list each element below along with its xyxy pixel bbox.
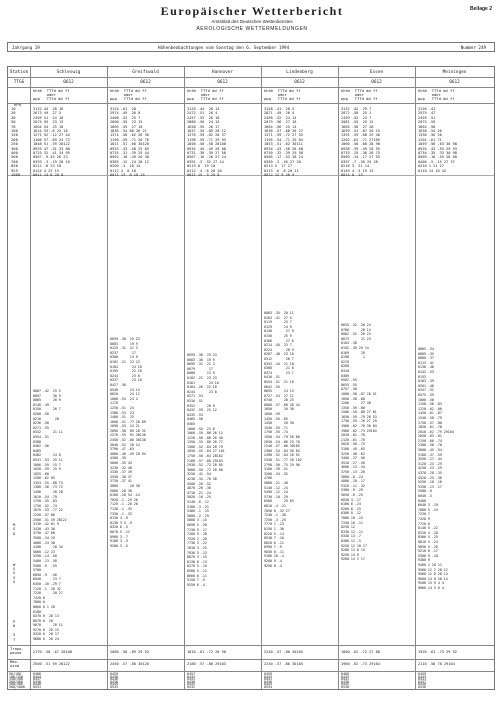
thickness-block-6: 0459 0443 0441 0437 0450 0536 [418, 672, 426, 689]
station-name-6: Meiningen [442, 70, 467, 75]
standard-block-6: 3126 -41 2979 -47 2459 -51 2075 -55 1664 -58 1638 -54 26 1338 -56 26 1201 -61 71 1059 -56 -63 30 98 0935 -43 -55 29 93 0734 -35 -33 30 98 0569 -16 -55 28 68 0400 -5 -15 27 37 0210 1 21 27 0110 14 10 42 [418, 107, 457, 173]
station-time-4: 0612 [294, 80, 305, 85]
tropopause-label: Tropo- pause [10, 646, 24, 656]
column-caption-1: hhhh TTTd dd ff oder ppp TTTd dd ff [33, 88, 70, 102]
station-name-2: Greifswald [132, 70, 159, 75]
column-caption-4: hhhh TTTd dd ff oder ppp TTTd dd ff [264, 88, 301, 102]
station-time-1: 0612 [63, 80, 74, 85]
standard-block-4: 3128 -41 28 5 2871 -49 26 4 2458 -52 24 14 2079 -56 27 18 1664 -56 25 14 1636 -57 -68 26 27 1371 -59 -72 27 55 1195 -54 -71 29 84 1053 -51 -62 30111 0934 -43 -50 28 68 0730 -32 -39 29 58 0566 -17 -53 28 24 0389 -3 -26 27 20 0213 2 17 17 0113 -6 -8 20 11 0012 12 9 26 9 [264, 107, 303, 178]
issue-number: Nummer 249 [460, 44, 486, 50]
significant-block-5: 0655 -52 26 24 0766 28 14 0082 -52 26 23 0073 21 23 0104 -30 0152 -49 29 14 0169 29 0198 1 0219 0268 0318 0389 0502 -55 0655 -55 0757 -58 1000 -58 -87 28 51 1050 -58 -68 1200 27 48 1350 -59 -86 1500 -59 -80 27 61 1650 -59 -79 28 53 1750 -59 -76 27 29 1900 -62 -76 30 84 1960 -62 -73 29104 2010 -61 -70 2120 -61 -70 3020 -50 -75 3180 -49 -65 3250 -48 -62 3400 -37 -56 3510 -27 -50 3600 -13 -34 3750 -13 -26 3800 -8 -24 4000 -10 -17 5320 -11 -32 5380 -9 -29 5650 -6 -25 6030 3 -17 6100 6 -24 6200 6 -15 6300 8 -12 7000 10 -15 7330 10 -11 8250 12 8330 12 -11 8340 13 -7 8380 12 -5 9250 12 10 17 9280 13 8 15 9250 14 9 9260 14 2 17 [341, 323, 377, 562]
report-header [0, 0, 504, 40]
significant-block-4: 0083 -35 20 11 0103 -41 27 5 0119 25 7 0129 24 9 0148 27 9 0156 25 9 0166 27 6 0214 -45 23 7 0224 28 9 0287 -48 23 10 0312 26 7 0353 -44 21 10 0368 21 6 0374 23 7 0416 -51 0554 -51 21 10 0642 -55 0693 24 15 0727 -54 27 11 0740 28 25 0800 -57 -88 28 44 1050 26 30 1050 -59 1420 -55 -85 1450 26 30 1540 -55 -71 1750 -55 -74 1950 -54 -79 26 60 2030 -54 -86 25 78 2240 -57 -86 30105 2380 -54 -84 30 84 2490 -52 -84 28 92 2530 -51 -77 28 102 2790 -50 -75 29 96 3100 -39 -51 3200 -34 -52 4700 5080 -21 -30 5140 -12 -24 5490 -12 -24 5730 -10 -29 6500 29 63 6810 -4 -21 7050 0 -32 27 7240 -1 -30 7250 -3 -25 7770 1 -23 8150 1 -30 8220 5 -14 8540 7 -10 8820 6 -11 8990 7 -9 9030 8 -11 9180 10 -4 9200 9 -4 9250 8 -4 [264, 311, 302, 568]
station-name-3: Hannover [211, 70, 234, 75]
station-time-5: 0612 [371, 80, 382, 85]
column-caption-6: hhhh TTTd dd ff oder ppp TTTd dd ff [418, 88, 455, 102]
station-label: Station [9, 70, 29, 75]
significant-block-2: 0059 -30 25 23 0083 19 9 0125 -31 21 3 0237 17 0300 13 9 0102 -21 23 23 0184 24 10 0195 22 18 0244 23 8 0337 23 10 0427 -56 0548 24 14 0620 24 12 1000 -54 24 4 1170 1250 -51 24 1380 -53 23 1400 -51 25 1600 -51 -77 28 89 1690 -53 24 21 2090 -58 89 28 32 2270 -55 91 30130 2450 -52 -80 30130 3040 -52 28 24 3790 -47 -63 4080 -40 -59 28 94 4300 -39 5000 -35 43 3230 -32 48 3330 -37 49 3550 -36 37 3730 -37 41 3880 20 38 5000 -28 36 6100 -28 54 -24 7020 -1 -29 26 7120 -1 -28 28 7130 -1 -35 7330 -1 -33 8130 4 -9 8130 3 5 -9 8320 6 -5 8670 5 -11 8960 3 -7 9180 3 -5 9200 3 -5 [110, 337, 146, 548]
significant-block-1: 0087 -42 25 5 0097 30 9 0065 28 9 0140 -49 0150 26 7 0200 -50 0216 28 0236 -50 0271 -55 0342 21 11 0354 -51 0388 0462 -56 0465 0482 24 8 0531 -53 25 11 1006 -59 15 7 1030 -59 25 9 1055 -60 1280 -62 85 1353 -55 -68 74 1388 -56 -73 72 1496 28 28 1610 -54 -79 1750 -55 -83 1750 -52 -74 1870 -53 -77 22 2250 -57 86 2500 -51 59 28122 3130 -42 61 9 3430 -43 30 3730 -47 60 3500 -34 29 4000 -24 30 4108 28 34 5060 -12 23 5390 -14 -50 5460 -13 -58 5580 -9 -55 5700 6050 -9 -56 6040 23 7 6450 -10 -29 7 7120 -1 28 32 7230 28 27 7420 0 7800 0 8060 0 1 28 8180 8370 0 28 13 8670 0 28 9070 28 11 9270 0 28 15 9320 0 28 17 9680 0 28 24 [33, 389, 67, 642]
station-time-6: 0612 [449, 80, 460, 85]
tropopause-1: 2170 -58 -67 28108 [33, 650, 72, 654]
significant-level-codes: M S D W S S S S P H S T [13, 522, 16, 642]
beilage-label: Beilage 2 [470, 6, 492, 12]
tropopause-4: 2240 -57 -80 30105 [264, 650, 303, 654]
hpa-label: hPa [14, 102, 21, 107]
maxwind-3: 2180 -57 -80 29103 [187, 662, 226, 666]
tropopause-2: 2080 -58 -89 29 92 [110, 650, 149, 654]
column-caption-2: hhhh TTTd dd ff oder ppp TTTd dd ff [110, 88, 147, 102]
station-name-1: Schleswig [56, 70, 81, 75]
station-name-5: Essen [369, 70, 384, 75]
layer-thickness-levels: 50/100 100/150 150/200 200/300 300/500 500/1000 [9, 672, 25, 689]
standard-block-2: 3124 -61 28 2974 -49 26 8 2408 -52 25 7 2000 -55 23 15 1665 -55 27 10 1836 -54 68 26 21 1374 -56 -62 26 36 1198 -59 -71 26 76 1021 -51 -60 30120 0933 -43 -58 25 85 0725 -31 -39 25 44 0562 -16 -49 26 30 0385 -12 -24 28 12 0209 -3 18 14 0112 4 8 10 0011 13 8 10 15 [110, 107, 149, 178]
thickness-block-5: 0460 0443 0441 0436 0445 0530 [341, 672, 349, 689]
aerological-table [7, 66, 495, 690]
tropopause-6: 1920 -63 -73 29 92 [418, 650, 457, 654]
maxwind-4: 2240 -57 -80 30105 [264, 662, 303, 666]
standard-block-5: 3132 -42 29 7 2872 -50 25 1 2459 -52 24 7 2081 -55 25 12 1665 -56 27 28 1639 -51 -87 26 15 1391 -59 -68 29 46 1202 -62 -71 27105 1060 -50 -60 28 90 0938 -39 -49 28 55 0733 -29 -36 28 75 0569 -14 -17 27 53 0397 -7 -36 25 28 0218 3 21 14 0149 4 -3 19 13 0014 0 13 [341, 107, 380, 178]
maxwind-label: Max. wind [10, 659, 20, 669]
significant-block-3: 0059 -30 25 23 0083 -30 19 9 0099 -31 21 3 0079 17 0080 13 9 0102 -21 23 23 0161 24 10 0184 -26 22 18 0244 23 8 0271 -53 0310 -51 0352 20 8 0432 -59 25 12 0435 -53 0465 -56 0465 1000 -55 23 6 1060 -59 -86 26 12 1220 -56 -88 26 48 1350 -55 -86 26 77 1500 -52 -84 28 79 1650 -55 -84 27 101 1750 -58 -84 28102 2180 -57 -80 29103 2930 -52 -73 28 85 3000 -50 -72 28 90 3250 -41 -54 4230 -34 -70 30 4500 -28 -52 4870 -26 -36 4710 -21 -24 5020 -16 -25 5140 -8 -12 5180 -3 -21 5400 -1 -15 5600 -2 -29 5680 3 -15 6090 5 -20 7130 9 -17 7200 9 -28 7520 2 -28 7730 3 -22 7810 3 -25 7930 5 -13 8070 3 -15 8130 6 -13 8270 5 -10 8580 5 -12 8660 6 -11 9150 7 -9 9250 6 -4 [187, 353, 225, 587]
maxwind-1: 2500 -51 59 28122 [33, 662, 70, 666]
tropopause-5: 1860 -62 -72 27 88 [341, 650, 380, 654]
section-title: AEROLOGISCHE WETTERMELDUNGEN [196, 26, 308, 32]
tropopause-3: 1810 -61 -72 28 90 [187, 650, 226, 654]
maxwind-5: 1960 -62 -73 29104 [341, 662, 380, 666]
maxwind-2: 2450 -57 -80 30120 [110, 662, 149, 666]
jahrgang: Jahrgang 19 [12, 44, 40, 50]
time-label: TTGG [13, 80, 25, 85]
station-time-2: 0612 [140, 80, 151, 85]
thickness-block-3: 0457 0443 0441 0436 0445 0532 [187, 672, 195, 689]
station-name-4: Lindenberg [286, 70, 313, 75]
standard-block-1: 3132 44 28 16 2673 49 27 5 2459 51 24 16 2075 55 23 13 1664 54 25 18 1614 53 -8 25 18 1271 52 -12 27 44 1106 57 -69 24 73 1048 51 -59 28122 0935 47 -51 33 88 0725 32 -41 34 95 0567 -9 45 26 23 0393 -3 -19 28 10 0212 -6 23 10 0124 4 22 15 0011 14 8 28 8 [33, 107, 70, 178]
maxwind-6: 2110 -58 78 29104 [418, 662, 455, 666]
report-subtitle: Amtsblatt des Deutschen Wetterdienstes [211, 19, 293, 24]
column-caption-3: hhhh TTTd dd ff oder ppp TTTd dd ff [187, 88, 224, 102]
column-caption-5: hhhh TTTd dd ff oder ppp TTTd dd ff [341, 88, 378, 102]
standard-block-3: 3129 -44 28 13 2472 -51 26 4 2457 -52 26 10 2080 -56 24 15 1658 -55 26 17 1637 -55 -89 28 12 1376 -59 -82 28 37 1198 -59 -71 29 93 1058 -50 -58 28100 0934 -45 -49 28 88 0731 -30 -39 27 58 0567 -16 -26 27 24 0391 -3 -32 27 14 0213 0 19 10 0112 -4 -8 28 10 0011 15 3 25 8 [187, 107, 226, 178]
thickness-block-1: 0486 0444 0437 0436 0448 0531 [33, 672, 41, 689]
significant-block-6: 0065 -34 0069 -35 0080 -37 0113 -41 0130 -48 0142 -53 0153 0183 -39 0201 -46 0347 -52 0575 -59 1000 -58 1150 -56 -83 1220 -62 -80 1450 -61 -87 1540 -58 -79 1750 -57 -80 1850 -61 -78 2010 -62 -79 29104 2030 -63 -81 2150 -60 -74 2300 -56 -78 3000 -45 -54 3180 -37 -59 3550 -27 -44 4120 -23 -29 4230 -23 -29 4370 -28 -35 4520 -25 -36 5250 -10 -16 5330 -13 -17 5580 -9 6040 -3 6400 6640 3 -19 7080 5 -15 7230 7 7420 9 7720 6 8140 5 -22 8320 4 -20 8560 5 -25 8810 5 -24 9050 5 -20 9210 6 -17 9300 9 -10 9380 9 9460 2 28 11 9560 12 2 28 12 9560 12 0 28 13 9600 14 8 28 14 9500 15 9 4 4 9860 14 5 6 4 [418, 347, 454, 590]
standard-levels: 10 20 30 50 70 100 150 200 250 300 400 500 700 850 925 1000 [11, 106, 21, 178]
observation-date: Höhenbeobachtungen vom Sonntag den 6. September 1994 [158, 44, 290, 50]
info-bar [7, 42, 495, 52]
station-time-3: 0612 [217, 80, 228, 85]
report-title: Europäischer Wetterbericht [160, 4, 344, 18]
thickness-block-2: 0459 0436 0436 0436 0449 0533 [110, 672, 118, 689]
thickness-block-4: 0459 0443 0441 0436 0445 0534 [264, 672, 272, 689]
